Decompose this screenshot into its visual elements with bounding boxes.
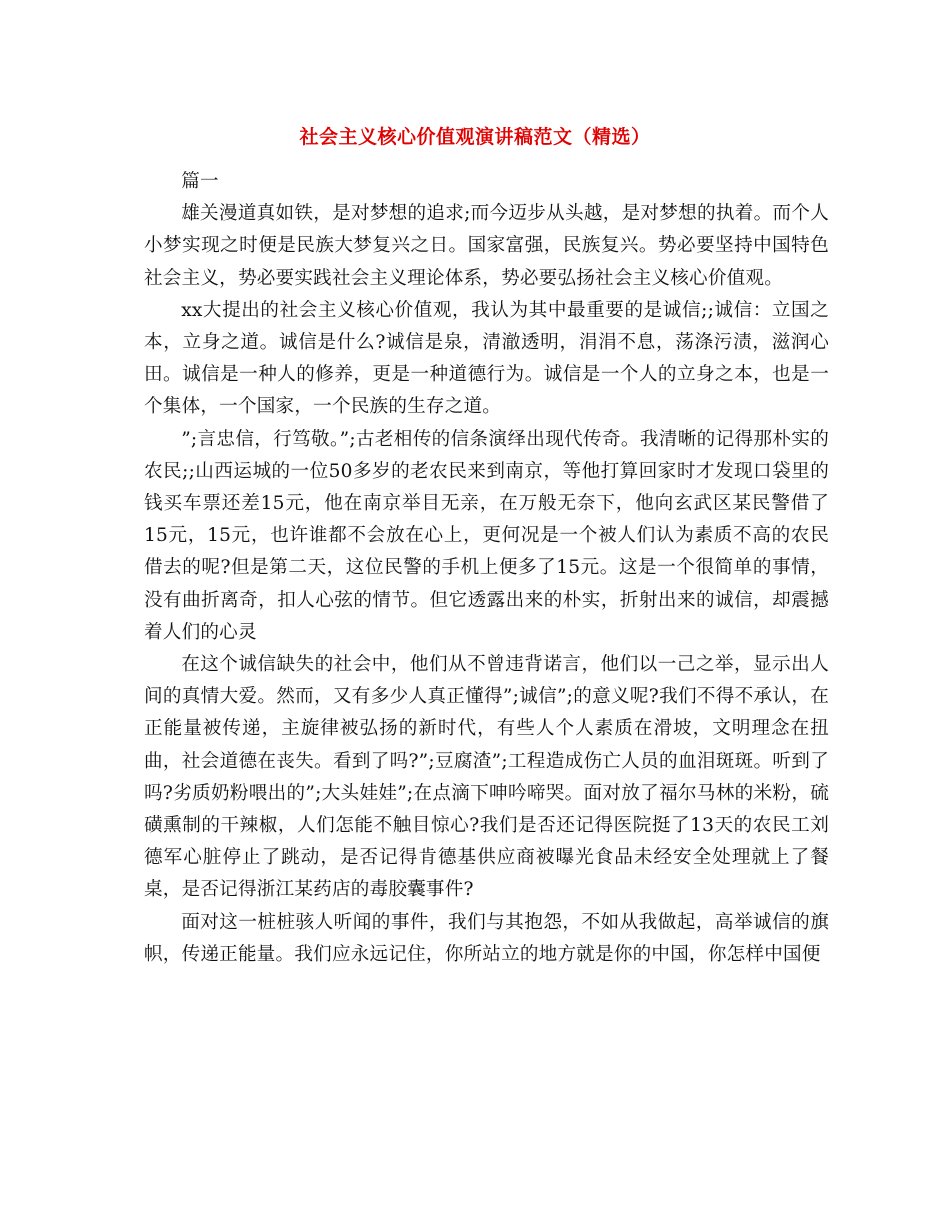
paragraph-4: 在这个诚信缺失的社会中，他们从不曾违背诺言，他们以一己之举，显示出人间的真情大爱。然而，又有多少人真正懂得”;诚信”;的意义呢?我们不得不承认，在正能量被传递，主旋律被弘扬的新时代，有些人个人素质在滑坡，文明理念在扭曲，社会道德在丧失。看到了吗?”;豆腐渣”;工程造成伤亡人员的血泪斑斑。听到了吗?劣质奶粉喂出的”;大头娃娃”;在点滴下呻吟啼哭。面对放了福尔马林的米粉，硫磺熏制的干辣椒，人们怎能不触目惊心?我们是否还记得医院挺了13天的农民工刘德军心脏停止了跳动，是否记得肯德基供应商被曝光食品未经安全处理就上了餐桌，是否记得浙江某药店的毒胶囊事件?	[144, 654, 829, 901]
document-title: 社会主义核心价值观演讲稿范文（精选）	[299, 126, 651, 148]
document-body	[144, 166, 829, 971]
paragraph-2: xx大提出的社会主义核心价值观，我认为其中最重要的是诚信;;诚信：立国之本，立身之道。诚信是什么?诚信是泉，清澈透明，涓涓不息，荡涤污渍，滋润心田。诚信是一种人的修养，更是一种道德行为。诚信是一个人的立身之本，也是一个集体，一个国家，一个民族的生存之道。	[144, 299, 829, 418]
paragraph-3: ”;言忠信，行笃敬。”;古老相传的信条演绎出现代传奇。我清晰的记得那朴实的农民;;山西运城的一位50多岁的老农民来到南京，等他打算回家时才发现口袋里的钱买车票还差15元，他在南京举目无亲，在万般无奈下，他向玄武区某民警借了15元，15元，也许谁都不会放在心上，更何况是一个被人们认为素质不高的农民借去的呢?但是第二天，这位民警的手机上便多了15元。这是一个很简单的事情，没有曲折离奇，扣人心弦的情节。但它透露出来的朴实，折射出来的诚信，却震撼着人们的心灵	[144, 428, 829, 643]
paragraph-5: 面对这一桩桩骇人听闻的事件，我们与其抱怨，不如从我做起，高举诚信的旗帜，传递正能量。我们应永远记住，你所站立的地方就是你的中国，你怎样中国便	[144, 911, 829, 965]
section-label: 篇一	[181, 171, 219, 192]
paragraph-1: 雄关漫道真如铁，是对梦想的追求;而今迈步从头越，是对梦想的执着。而个人小梦实现之时便是民族大梦复兴之日。国家富强，民族复兴。势必要坚持中国特色社会主义，势必要实践社会主义理论体系，势必要弘扬社会主义核心价值观。	[144, 203, 829, 289]
